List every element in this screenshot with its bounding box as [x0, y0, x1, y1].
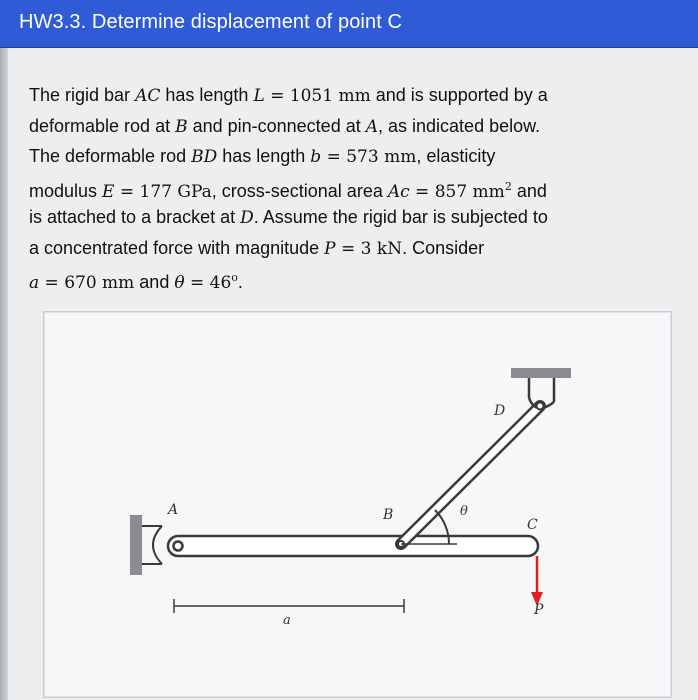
page-title: HW3.3. Determine displacement of point C [19, 11, 403, 33]
math-value: = 177 GPa [114, 181, 212, 202]
math-value: = 573 mm [321, 147, 417, 167]
math-var: A [365, 116, 379, 137]
label-force-p: P [534, 602, 544, 618]
problem-line-1 [29, 80, 669, 111]
math-var: L [253, 86, 265, 106]
text: modulus [29, 180, 103, 201]
pin-bracket-a-curve [153, 526, 162, 564]
math-var: a [29, 273, 40, 293]
text: The deformable rod [29, 146, 192, 166]
problem-statement [29, 80, 669, 294]
problem-line-5 [29, 202, 669, 233]
math-value: = 1051 mm [264, 86, 371, 106]
text: , elasticity [416, 146, 496, 166]
math-var: Ac [387, 181, 410, 202]
math-value: = 46 [184, 273, 232, 293]
math-value: = 857 mm [409, 181, 505, 202]
problem-line-4 [29, 172, 669, 203]
math-var: E [102, 181, 115, 202]
text: deformable rod at [29, 115, 176, 136]
math-value: = 670 mm [39, 273, 135, 293]
text: and pin-connected at [187, 115, 366, 136]
label-c-point: C [527, 517, 538, 533]
bracket-d [529, 378, 554, 402]
label-b-point: B [383, 507, 394, 523]
figure-svg [44, 312, 671, 697]
label-d-point: D [494, 403, 506, 419]
label-theta: θ [460, 504, 468, 519]
text: , cross-sectional area [211, 180, 388, 201]
problem-line-7 [29, 263, 669, 294]
math-value: = 3 kN [335, 238, 403, 259]
ceiling-support [511, 368, 571, 378]
wall-support [130, 515, 142, 575]
text: has length [217, 146, 311, 166]
pin-a [174, 542, 183, 551]
text: is attached to a bracket at [29, 207, 241, 227]
math-exponent: o [231, 271, 238, 284]
label-a-point: A [168, 502, 179, 518]
text: and [511, 180, 547, 201]
rod-bd-fill [401, 406, 540, 544]
text: a concentrated force with magnitude [29, 237, 325, 258]
math-var: BD [191, 147, 218, 167]
rigid-bar-ac [168, 536, 538, 556]
text: and is supported by a [370, 85, 548, 105]
text: has length [160, 85, 254, 105]
problem-figure [43, 311, 672, 698]
math-var: θ [174, 273, 185, 293]
page-left-edge [0, 48, 8, 700]
text: . Consider [402, 237, 485, 258]
math-var: P [324, 238, 336, 259]
math-var: B [175, 116, 188, 137]
text: . Assume the rigid bar is subjected to [253, 207, 548, 227]
math-var: b [310, 147, 322, 167]
text: . [237, 272, 243, 292]
problem-line-6 [29, 233, 669, 264]
text: The rigid bar [29, 85, 136, 105]
text: and [134, 272, 175, 292]
math-var: AC [135, 86, 161, 106]
math-var: D [240, 208, 254, 228]
pin-d [537, 403, 544, 410]
math-exponent: 2 [504, 179, 512, 193]
problem-line-2 [29, 111, 669, 142]
problem-line-3 [29, 141, 669, 172]
label-dimension-a: a [283, 613, 291, 628]
page-header [0, 0, 698, 48]
text: , as indicated below. [378, 115, 541, 136]
